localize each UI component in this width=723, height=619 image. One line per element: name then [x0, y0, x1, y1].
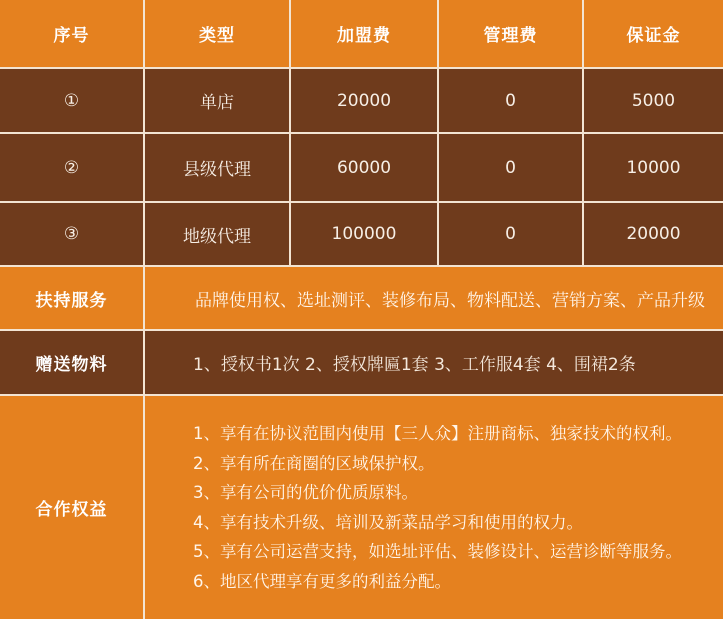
header-index: 序号 — [0, 0, 145, 69]
rights-item: 5、享有公司运营支持，如选址评估、装修设计、运营诊断等服务。 — [193, 542, 682, 561]
header-franchise-fee: 加盟费 — [291, 0, 439, 69]
row-1-index: ① — [0, 69, 145, 134]
rights-list — [145, 396, 723, 619]
header-management-fee: 管理费 — [439, 0, 584, 69]
rights-item: 3、享有公司的优价优质原料。 — [193, 483, 418, 502]
row-2-index: ② — [0, 134, 145, 203]
row-2-franchise-fee: 60000 — [291, 134, 439, 203]
row-2-management-fee: 0 — [439, 134, 584, 203]
header-deposit: 保证金 — [584, 0, 723, 69]
row-1-franchise-fee: 20000 — [291, 69, 439, 134]
row-3-index: ③ — [0, 203, 145, 267]
row-3-franchise-fee: 100000 — [291, 203, 439, 267]
gifts-label: 赠送物料 — [0, 331, 145, 396]
row-1-type: 单店 — [145, 69, 291, 134]
row-1-management-fee: 0 — [439, 69, 584, 134]
rights-item: 4、享有技术升级、培训及新菜品学习和使用的权力。 — [193, 512, 583, 532]
header-type: 类型 — [145, 0, 291, 69]
rights-item: 6、地区代理享有更多的利益分配。 — [193, 571, 451, 591]
row-3-type: 地级代理 — [145, 203, 291, 267]
rights-item: 2、享有所在商圈的区域保护权。 — [193, 453, 435, 473]
row-3-management-fee: 0 — [439, 203, 584, 267]
rights-label: 合作权益 — [0, 396, 145, 619]
support-text: 品牌使用权、选址测评、装修布局、物料配送、营销方案、产品升级 — [145, 267, 723, 331]
support-label: 扶持服务 — [0, 267, 145, 331]
row-3-deposit: 20000 — [584, 203, 723, 267]
row-2-deposit: 10000 — [584, 134, 723, 203]
row-1-deposit: 5000 — [584, 69, 723, 134]
row-2-type: 县级代理 — [145, 134, 291, 203]
gifts-text: 1、授权书1次 2、授权牌匾1套 3、工作服4套 4、围裙2条 — [145, 331, 723, 396]
rights-item: 1、享有在协议范围内使用【三人众】注册商标、独家技术的权利。 — [193, 424, 682, 443]
